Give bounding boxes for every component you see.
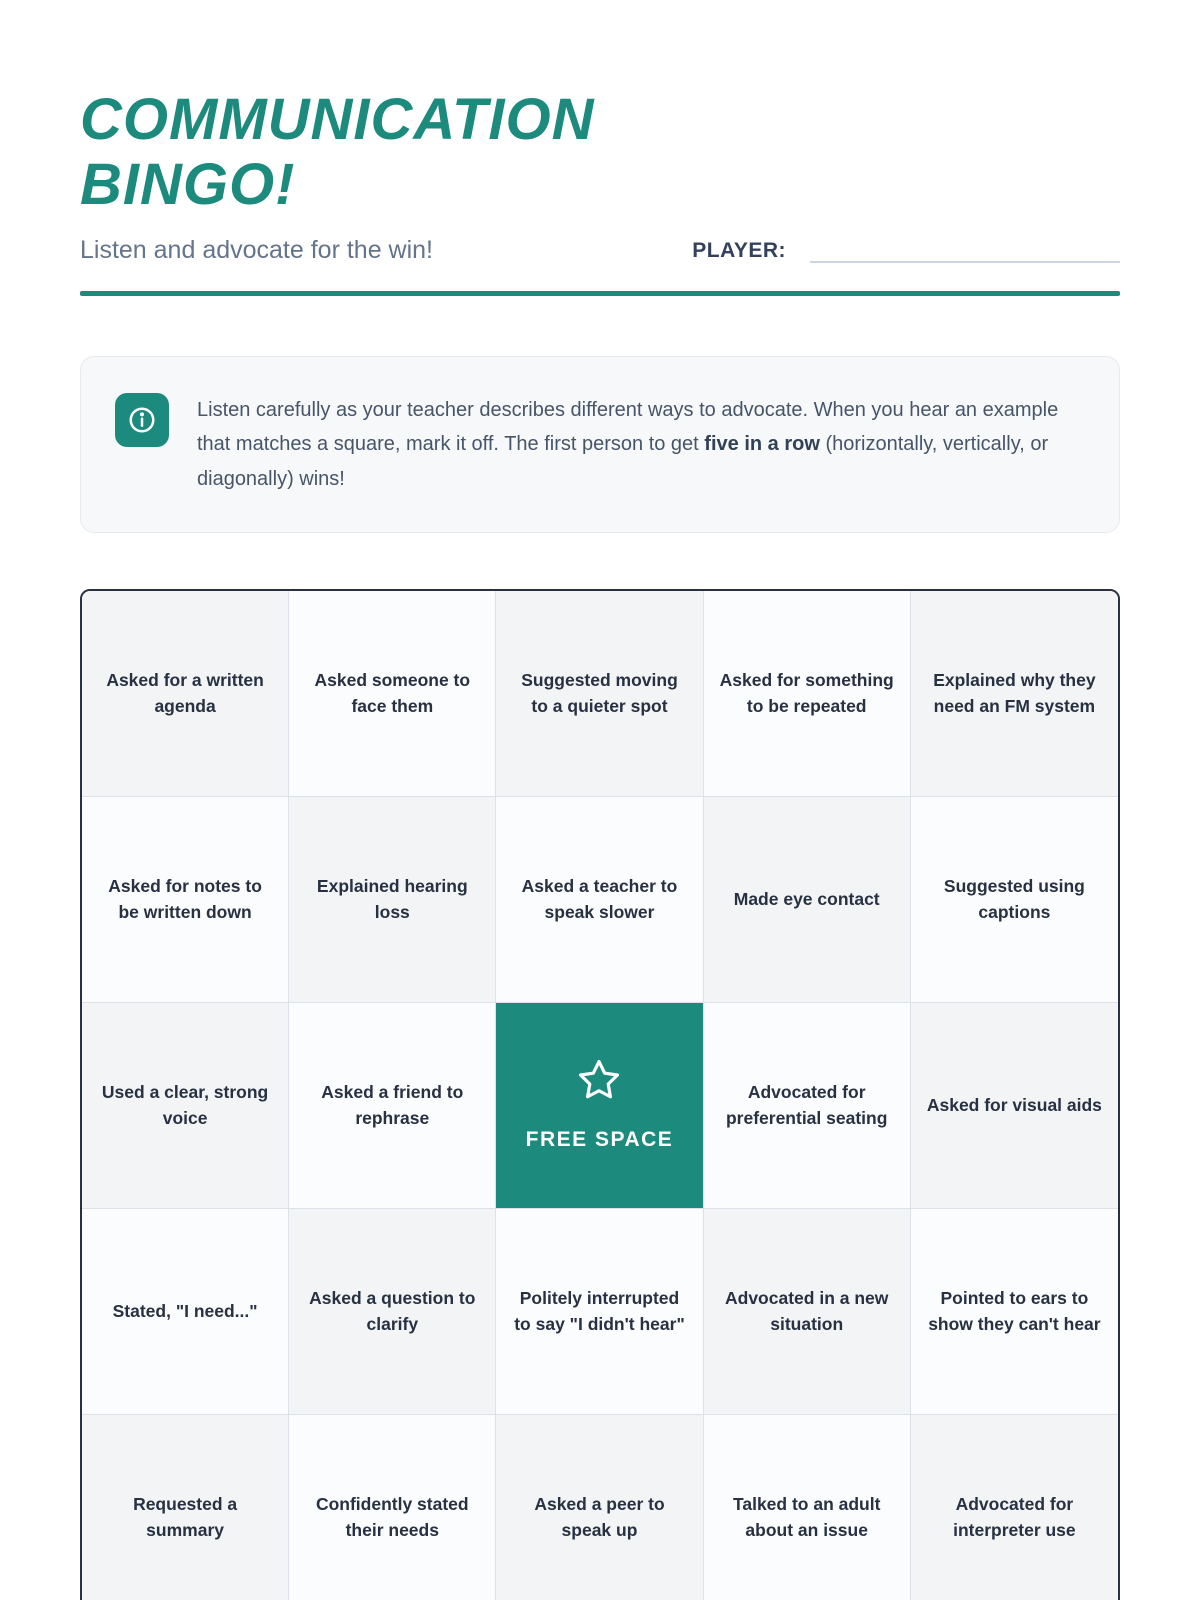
bingo-cell-label: Advocated in a new situation	[725, 1288, 889, 1334]
bingo-cell-label: Confidently stated their needs	[315, 1494, 469, 1540]
bingo-cell[interactable]	[82, 1003, 289, 1209]
info-icon	[115, 393, 169, 447]
bingo-cell-label: Asked someone to face them	[314, 670, 471, 716]
bingo-cell-label: Advocated for preferential seating	[725, 1082, 888, 1128]
bingo-cell[interactable]	[82, 1209, 289, 1415]
page-subtitle: Listen and advocate for the win!	[80, 235, 434, 264]
bingo-cell-label: Asked a friend to rephrase	[321, 1082, 464, 1128]
instructions-text-before: Listen carefully as your teacher describes different ways to advocate. When you hear an example that matches a square, mark it off. The first person to get	[197, 398, 1059, 456]
bingo-cell-label: Asked for a written agenda	[106, 670, 264, 716]
bingo-cell-label: Made eye contact	[733, 888, 880, 909]
bingo-cell-label: Politely interrupted to say "I didn't hear"	[514, 1288, 685, 1334]
bingo-cell-free-space[interactable]	[496, 1003, 703, 1209]
bingo-cell[interactable]	[911, 1209, 1118, 1415]
bingo-cell[interactable]	[82, 591, 289, 797]
instructions-text	[197, 393, 1067, 496]
bingo-cell[interactable]	[289, 797, 496, 1003]
bingo-cell-label: Asked a question to clarify	[309, 1288, 476, 1334]
bingo-cell-label: Advocated for interpreter use	[953, 1494, 1076, 1540]
bingo-cell[interactable]	[704, 591, 911, 797]
bingo-cell[interactable]	[704, 797, 911, 1003]
bingo-cell-label: Talked to an adult about an issue	[732, 1494, 881, 1540]
bingo-cell-label: Stated, "I need..."	[112, 1300, 258, 1321]
bingo-cell-label: Asked a teacher to speak slower	[521, 876, 678, 922]
bingo-cell[interactable]	[911, 591, 1118, 797]
bingo-cell[interactable]	[289, 1415, 496, 1600]
bingo-cell[interactable]	[82, 1415, 289, 1600]
player-area	[692, 237, 1120, 265]
bingo-grid	[82, 591, 1118, 1600]
bingo-cell[interactable]	[911, 1415, 1118, 1600]
bingo-cell[interactable]	[289, 591, 496, 797]
divider-rule	[80, 291, 1120, 296]
bingo-cell-label: Suggested using captions	[943, 876, 1085, 922]
star-icon	[575, 1056, 623, 1111]
bingo-cell[interactable]	[82, 797, 289, 1003]
bingo-cell-label: Requested a summary	[133, 1494, 238, 1540]
bingo-cell[interactable]	[289, 1003, 496, 1209]
bingo-cell[interactable]	[911, 1003, 1118, 1209]
bingo-cell[interactable]	[496, 591, 703, 797]
subtitle-row	[80, 236, 1120, 265]
bingo-board	[80, 589, 1120, 1600]
bingo-cell-label: Pointed to ears to show they can't hear	[928, 1288, 1101, 1334]
bingo-cell[interactable]	[289, 1209, 496, 1415]
free-space-label: FREE SPACE	[525, 1128, 674, 1152]
instructions-text-bold: five in a row	[704, 433, 820, 456]
bingo-cell[interactable]	[496, 1415, 703, 1600]
bingo-cell[interactable]	[704, 1209, 911, 1415]
bingo-cell[interactable]	[704, 1003, 911, 1209]
bingo-cell[interactable]	[704, 1415, 911, 1600]
page-title: COMMUNICATION BINGO!	[80, 87, 595, 217]
bingo-cell-label: Explained hearing loss	[316, 876, 468, 922]
bingo-cell-label: Used a clear, strong voice	[101, 1082, 269, 1128]
bingo-cell[interactable]	[496, 1209, 703, 1415]
bingo-cell-label: Asked for notes to be written down	[108, 876, 262, 922]
instructions-box	[80, 356, 1120, 533]
bingo-cell-label: Suggested moving to a quieter spot	[521, 670, 678, 716]
player-label: PLAYER:	[692, 238, 786, 262]
bingo-cell[interactable]	[496, 797, 703, 1003]
bingo-cell-label: Explained why they need an FM system	[933, 670, 1096, 716]
bingo-cell-label: Asked for visual aids	[926, 1094, 1102, 1115]
bingo-cell[interactable]	[911, 797, 1118, 1003]
instructions-text-after: (horizontally, vertically, or diagonally) wins!	[197, 433, 1049, 490]
bingo-cell-label: Asked a peer to speak up	[534, 1494, 665, 1540]
player-name-field[interactable]	[810, 237, 1120, 263]
bingo-cell-label: Asked for something to be repeated	[719, 670, 894, 716]
